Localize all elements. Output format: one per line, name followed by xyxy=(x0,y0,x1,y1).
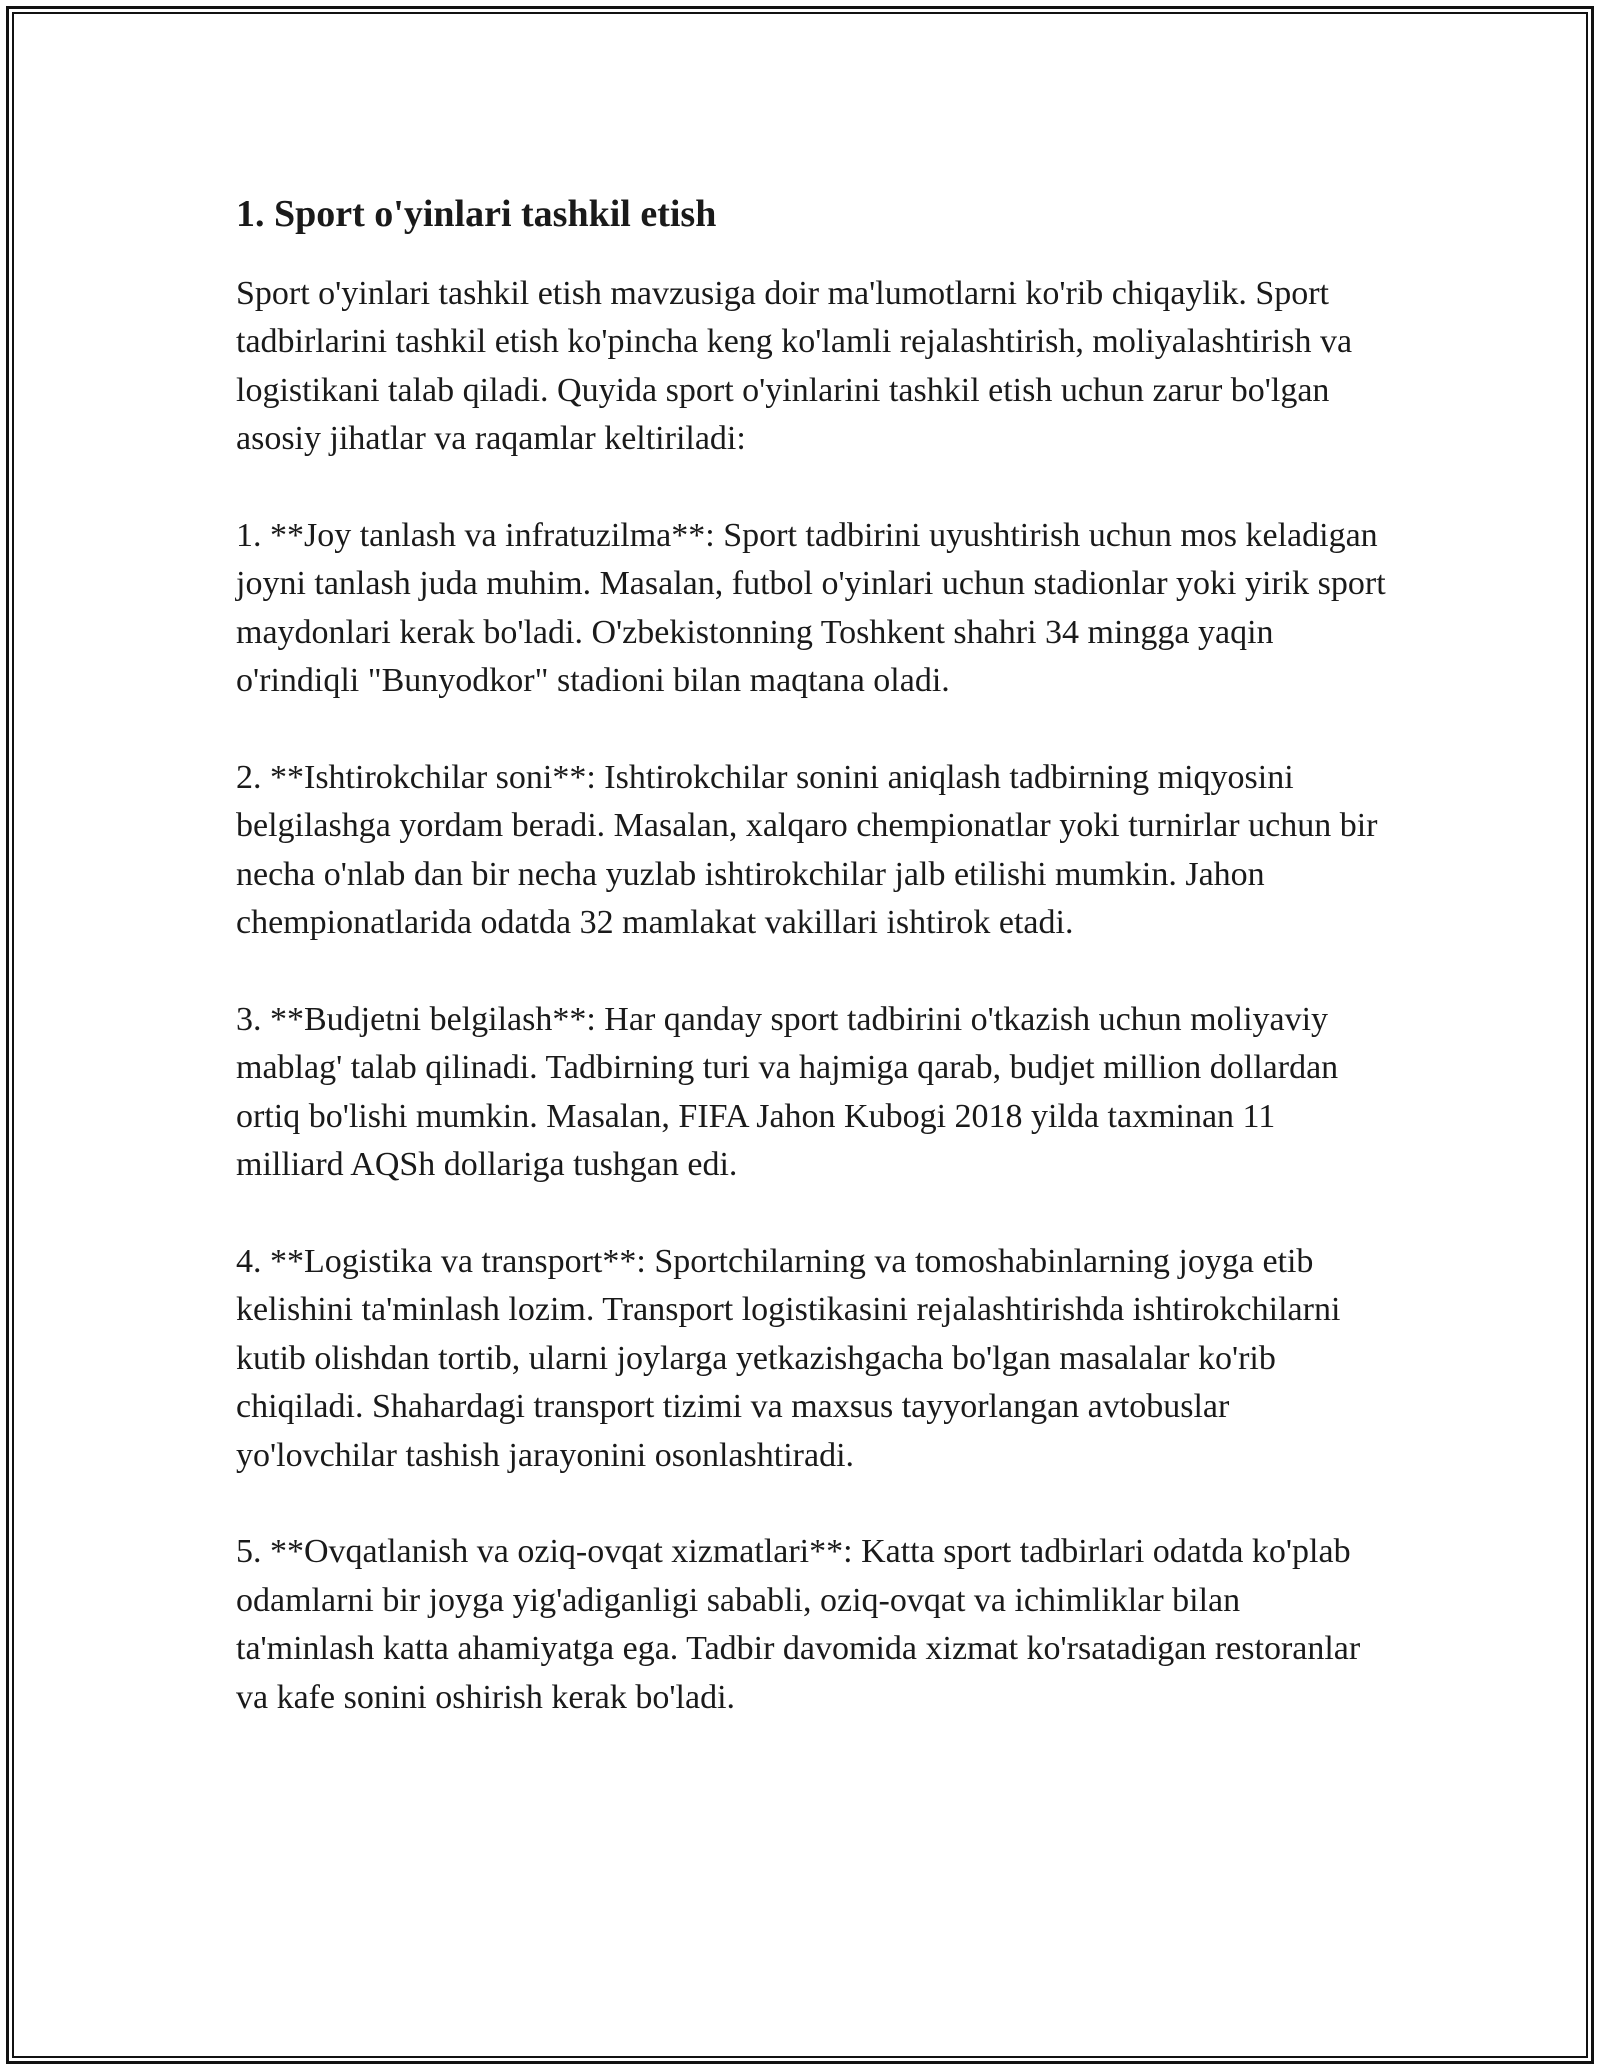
paragraph-gap xyxy=(236,948,1386,996)
paragraph-gap xyxy=(236,1480,1386,1528)
paragraph-gap xyxy=(236,706,1386,754)
list-item: 3. **Budjetni belgilash**: Har qanday sport tadbirini o'tkazish uchun moliyaviy mablag' talab qilinadi. Tadbirning turi va hajmiga qarab, budjet million dollardan ortiq bo'lishi mumkin. Masalan, FIFA Jahon Kubogi 2018 yilda taxminan 11 milliard AQSh dollariga tushgan edi. xyxy=(236,1001,1339,1184)
paragraph-gap xyxy=(236,1190,1386,1238)
list-item: 5. **Ovqatlanish va oziq-ovqat xizmatlari**: Katta sport tadbirlari odatda ko'plab odamlarni bir joyga yig'adiganligi sababli, oziq-ovqat va ichimliklar bilan ta'minlash katta ahamiyatga ega. Tadbir davomida xizmat ko'rsatadigan restoranlar va kafe sonini oshirish kerak bo'ladi. xyxy=(236,1533,1361,1716)
section-heading: 1. Sport o'yinlari tashkil etish xyxy=(236,193,717,235)
intro-paragraph: Sport o'yinlari tashkil etish mavzusiga doir ma'lumotlarni ko'rib chiqaylik. Sport tadbirlarini tashkil etish ko'pincha keng ko'lamli rejalashtirish, moliyalashtirish va logistikani talab qiladi. Quyida sport o'yinlarini tashkil etish uchun zarur bo'lgan asosiy jihatlar va raqamlar keltiriladi: xyxy=(236,275,1353,458)
list-item: 4. **Logistika va transport**: Sportchilarning va tomoshabinlarning joyga etib kelishini ta'minlash lozim. Transport logistikasini rejalashtirishda ishtirokchilarni kutib olishdan tortib, ularni joylarga yetkazishgacha bo'lgan masalalar ko'rib chiqiladi. Shahardagi transport tizimi va maxsus tayyorlangan avtobuslar yo'lovchilar tashish jarayonini osonlashtiradi. xyxy=(236,1243,1341,1474)
document-body xyxy=(236,188,1386,1722)
list-item: 2. **Ishtirokchilar soni**: Ishtirokchilar sonini aniqlash tadbirning miqyosini belgilashga yordam beradi. Masalan, xalqaro chempionatlar yoki turnirlar uchun bir necha o'nlab dan bir necha yuzlab ishtirokchilar jalb etilishi mumkin. Jahon chempionatlarida odatda 32 mamlakat vakillari ishtirok etadi. xyxy=(236,759,1378,942)
paragraph-gap xyxy=(236,464,1386,512)
list-item: 1. **Joy tanlash va infratuzilma**: Sport tadbirini uyushtirish uchun mos keladigan joyni tanlash juda muhim. Masalan, futbol o'yinlari uchun stadionlar yoki yirik sport maydonlari kerak bo'ladi. O'zbekistonning Toshkent shahri 34 mingga yaqin o'rindiqli "Bunyodkor" stadioni bilan maqtana oladi. xyxy=(236,517,1386,700)
